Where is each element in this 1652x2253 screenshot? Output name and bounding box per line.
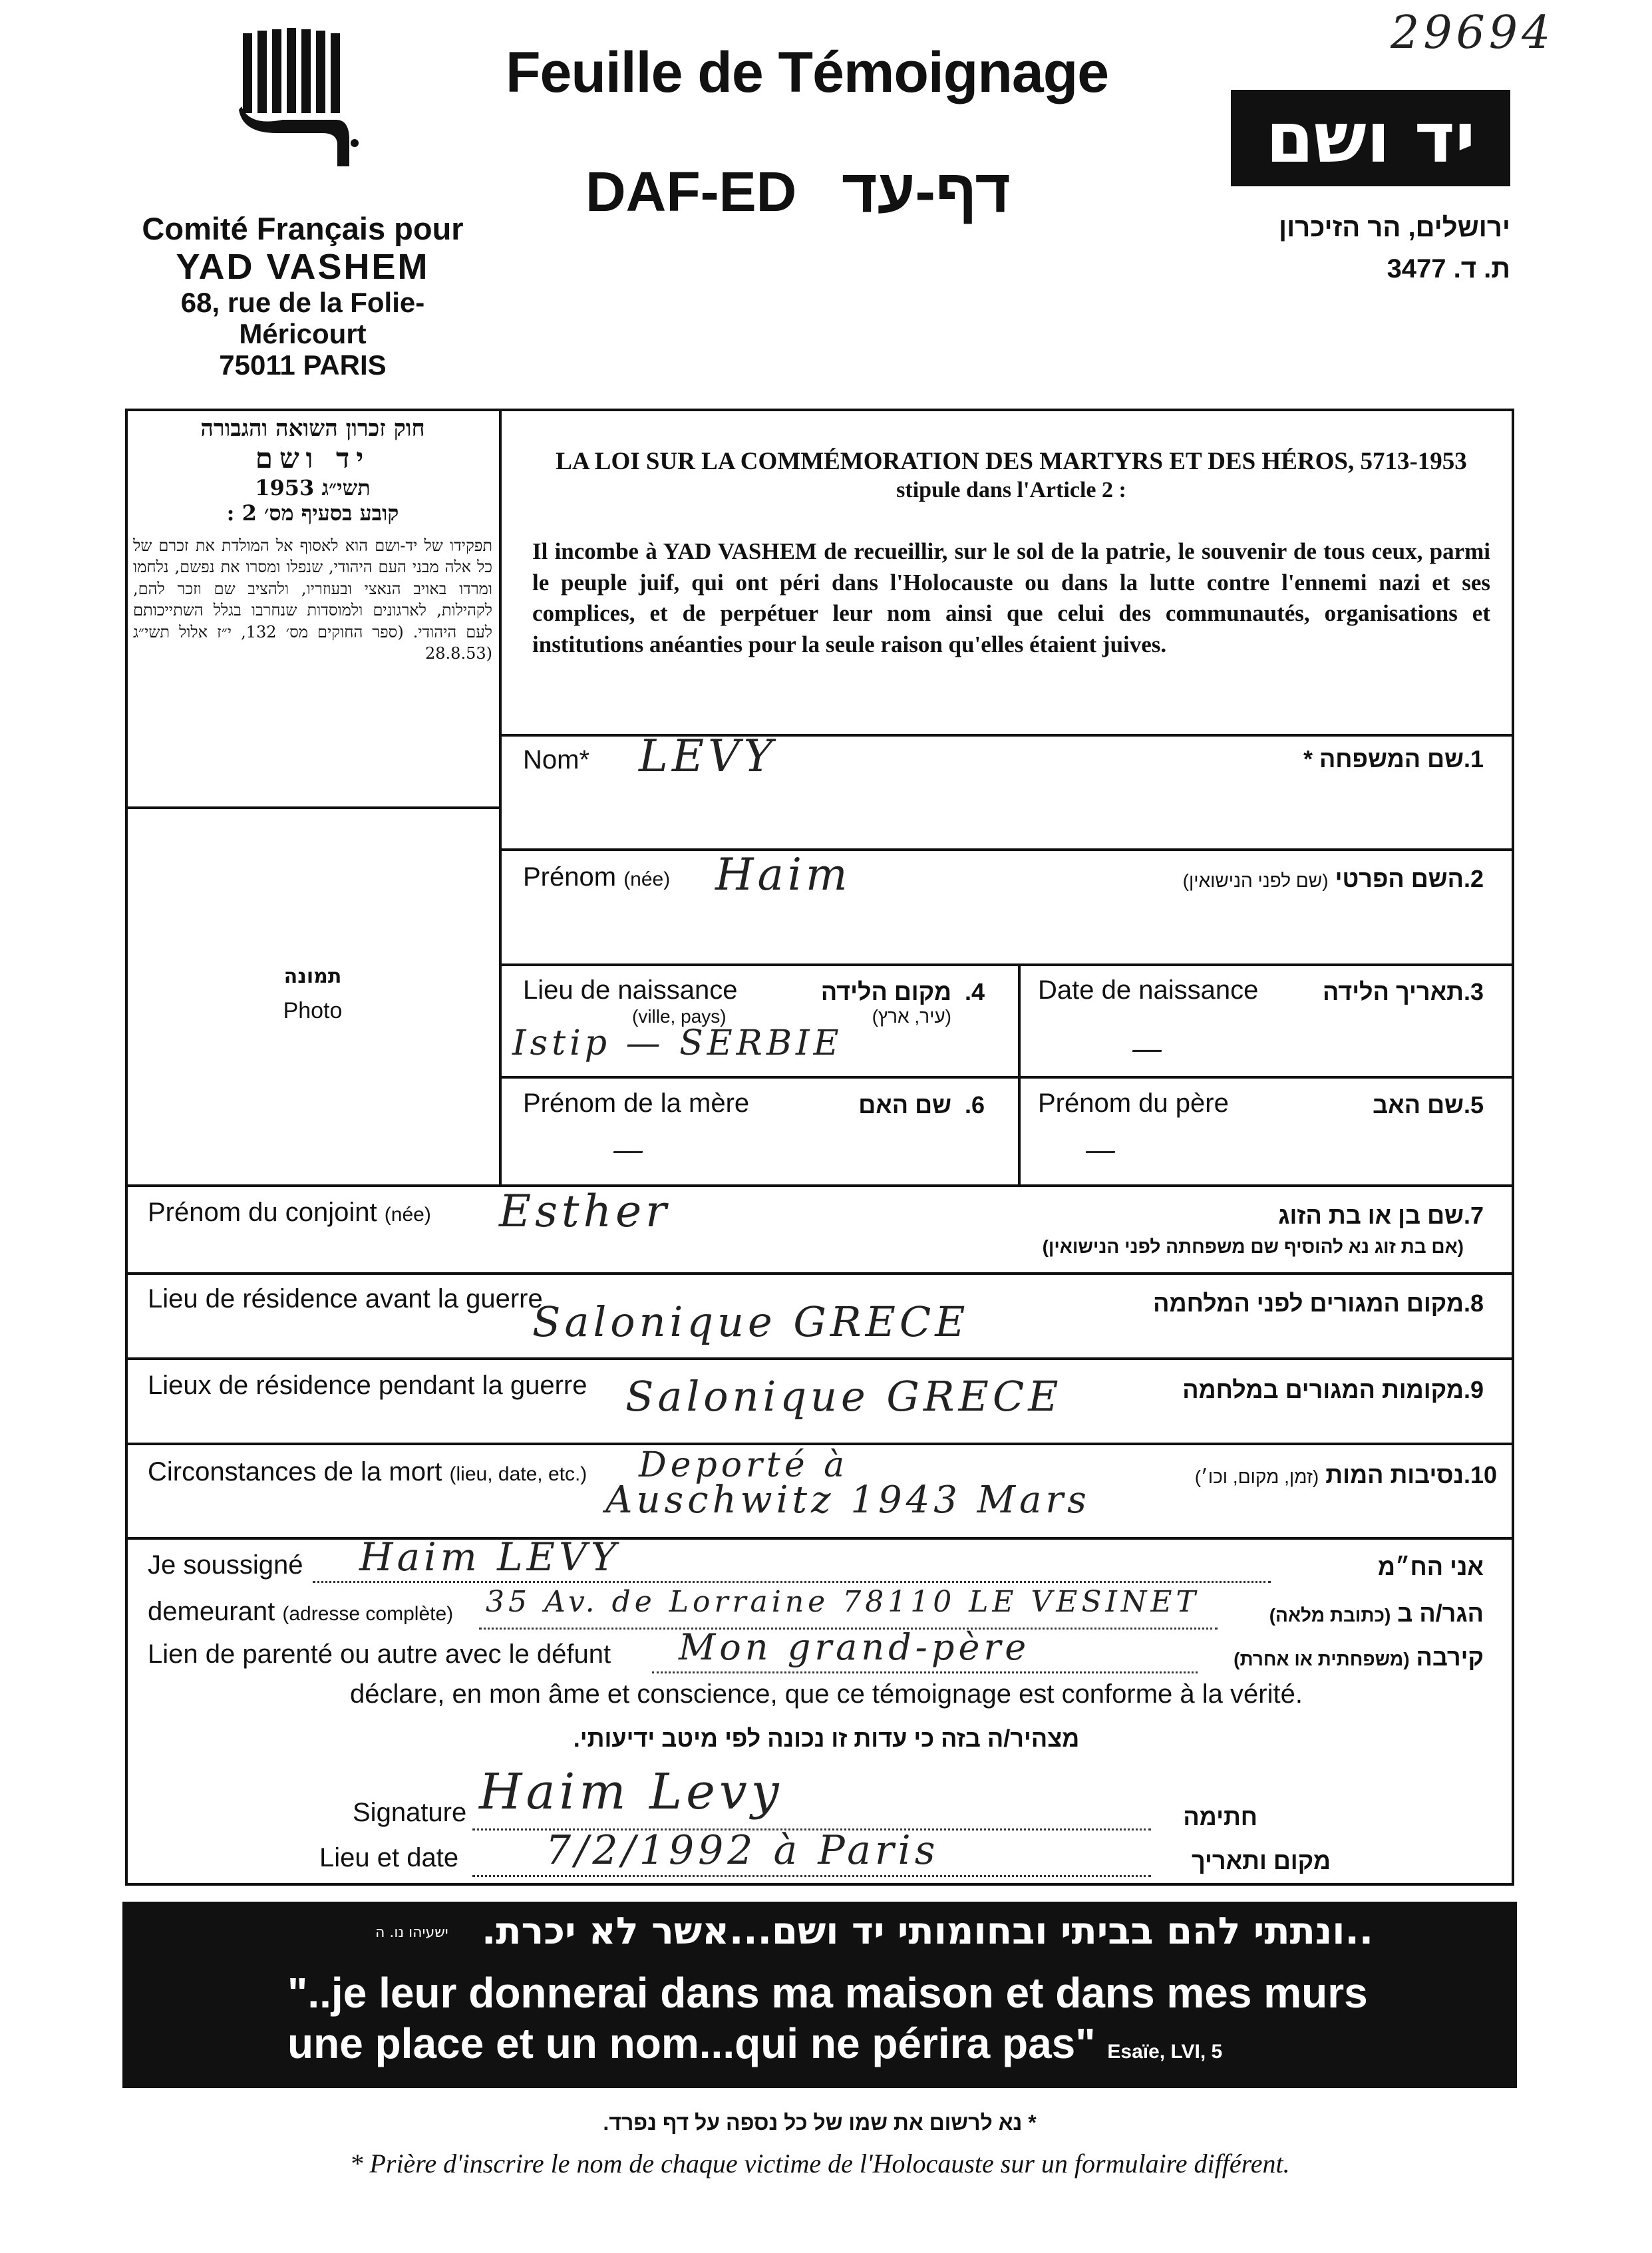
relation-he: קירבה (משפחתית או אחרת) [1234,1644,1484,1671]
subtitle-hebrew: דף-עד [842,158,1011,226]
undersigned-he: אני הח״מ [1377,1553,1484,1580]
address-value[interactable]: 35 Av. de Lorraine 78110 LE VESINET [486,1585,1200,1619]
field-2-num: .2 [1464,865,1484,892]
field-10-value-line1[interactable]: Deporté à [639,1445,849,1485]
address-he: הגר/ה ב (כתובת מלאה) [1269,1600,1484,1627]
banner-hebrew-ref: ישעיהו נו. ה [375,1924,448,1941]
photo-label-hebrew: תמונה [283,965,342,988]
field-9-value[interactable]: Salonique GRECE [625,1372,1063,1421]
field-3-value[interactable]: — [1131,1030,1167,1067]
field-9-he: מקומות המגורים במלחמה [1182,1376,1464,1403]
place-date-label: Lieu et date [319,1843,459,1872]
field-6-label: Prénom de la mère [523,1089,750,1118]
page-title: Feuille de Témoignage [506,41,1109,104]
field-6-value[interactable]: — [612,1131,648,1168]
undersigned-value[interactable]: Haim LEVY [359,1534,621,1580]
law-he-body: תפקידו של יד-ושם הוא לאסוף אל המולדת את זכרם של כל אלה מבני העם היהודי, שנפלו ומסרו את נפשם, נלחמו ומרדו באויב הנאצי ובעוזריו, ולהציב שם וזכר להם, לקהילות, לארגונים ולמוסדות שנחרבו בגלל השתייכותם לעם היהודי. (ספר החוקים מס׳ 132, י״ז אלול תשי״ג (28.8.53 [133,536,493,663]
banner-line-2: une place et un nom...qui ne périra pas" Esaïe, LVI, 5 [287,2019,1223,2067]
relation-value[interactable]: Mon grand-père [679,1626,1031,1668]
banner-hebrew: ..ונתתי להם בביתי ובחומותי יד ושם...אשר לא יכרת. [481,1910,1373,1953]
field-5-num: .5 [1464,1091,1484,1119]
field-4-label: Lieu de naissance [523,975,738,1005]
law-subheading: stipule dans l'Article 2 : [896,478,1126,502]
menorah-logo-icon [236,27,369,173]
subtitle-latin: DAF-ED [585,160,797,223]
footer-french: * Prière d'inscrire le nom de chaque victime de l'Holocauste sur un formulaire différent. [349,2149,1290,2178]
jerusalem-address: ירושלים, הר הזיכרון [1279,213,1510,242]
field-3-he: תאריך הלידה [1322,978,1464,1005]
field-4-note: (ville, pays) [632,1006,727,1027]
field-10-value-line2[interactable]: Auschwitz 1943 Mars [605,1478,1090,1522]
law-heading: LA LOI SUR LA COMMÉMORATION DES MARTYRS ET DES HÉROS, 5713-1953 [556,448,1467,475]
field-6-he: שם האם [858,1091,951,1119]
field-2-he: השם הפרטי (שם לפני הנישואין) [1182,865,1464,892]
law-he-title: חוק זכרון השואה והגבורה [200,415,425,442]
committee-name: Comité Français pour [142,211,464,246]
photo-label: Photo [283,998,343,1023]
field-9-num: .9 [1464,1376,1484,1403]
field-8-label: Lieu de résidence avant la guerre [148,1284,543,1313]
law-he-yad-vashem: יד ושם [255,442,371,474]
logo-text: יד ושם [1265,97,1476,178]
field-5-label: Prénom du père [1038,1089,1229,1118]
committee-city: 75011 PARIS [219,349,387,381]
yad-vashem-logo [1231,90,1510,186]
field-1-value[interactable]: LEVY [639,731,777,782]
footer-hebrew: * נא לרשום את שמו של כל נספה על דף נפרד. [603,2111,1037,2135]
field-3-num: .3 [1464,978,1484,1005]
field-2-value[interactable]: Haim [715,849,852,900]
field-1-label: Nom* [523,745,590,775]
field-4-he-note: (עיר, ארץ) [872,1006,951,1027]
quote-banner [122,1902,1517,2088]
field-4-value[interactable]: Istip — SERBIE [512,1023,843,1063]
field-5-value[interactable]: — [1084,1131,1120,1168]
field-7-he-note: (אם בת זוג נא להוסיף שם משפחתה לפני הנישואין) [1042,1236,1464,1257]
banner-line-1: "..je leur donnerai dans ma maison et dans mes murs [287,1969,1368,2017]
place-date-he: מקום ותאריך [1191,1847,1331,1874]
declaration-text-he: מצהיר/ה בזה כי עדות זו נכונה לפי מיטב ידיעותי. [573,1725,1080,1752]
relation-label: Lien de parenté ou autre avec le défunt [148,1640,611,1669]
archive-number: 29694 [1391,7,1555,59]
field-10-he: נסיבות המות (זמן, מקום, וכו׳) [1194,1461,1464,1488]
field-7-num: .7 [1464,1202,1484,1229]
field-4-num: .4 [965,978,985,1005]
place-date-value[interactable]: 7/2/1992 à Paris [546,1827,939,1874]
law-he-clause: קובע בסעיף מס׳ 2 : [226,500,399,526]
photo-area[interactable] [128,809,499,1184]
field-8-he: מקום המגורים לפני המלחמה [1153,1290,1464,1317]
field-4-he: מקום הלידה [820,978,951,1005]
field-8-value[interactable]: Salonique GRECE [532,1298,969,1346]
field-9-label: Lieux de résidence pendant la guerre [148,1371,587,1400]
field-7-label: Prénom du conjoint (née) [148,1198,431,1227]
committee-address: 68, rue de la Folie-Méricourt [180,287,425,350]
address-label: demeurant (adresse complète) [148,1597,454,1626]
signature-value[interactable]: Haim Levy [479,1763,783,1820]
field-5-he: שם האב [1373,1091,1464,1119]
declaration-text: déclare, en mon âme et conscience, que ce témoignage est conforme à la vérité. [350,1679,1303,1709]
field-6-num: .6 [965,1091,985,1119]
field-3-label: Date de naissance [1038,975,1259,1005]
yad-vashem-name: YAD VASHEM [176,246,430,287]
field-10-num: .10 [1464,1461,1498,1488]
signature-label: Signature [353,1798,467,1827]
po-box: ת. ד. 3477 [1387,254,1510,283]
field-10-label: Circonstances de la mort (lieu, date, etc.) [148,1457,587,1486]
undersigned-label: Je soussigné [148,1550,303,1580]
field-1-he: שם המשפחה * [1303,745,1464,773]
law-body: Il incombe à YAD VASHEM de recueillir, sur le sol de la patrie, le souvenir de tous ceux, parmi le peuple juif, qui ont péri dans l'Holocauste ou dans la lutte contre l'ennemi nazi et ses complices, et de perpétuer leur nom ainsi que celui des communautés, organisations et institutions anéanties pour la seule raison qu'elles étaient juives. [532,538,1490,657]
field-8-num: .8 [1464,1290,1484,1317]
field-7-he: שם בן או בת הזוג [1278,1202,1464,1229]
field-1-num: .1 [1464,745,1484,773]
law-he-year: תשי״ג 1953 [255,475,371,500]
field-7-value[interactable]: Esther [499,1186,671,1237]
signature-he: חתימה [1183,1803,1257,1830]
field-2-label: Prénom (née) [523,862,671,892]
